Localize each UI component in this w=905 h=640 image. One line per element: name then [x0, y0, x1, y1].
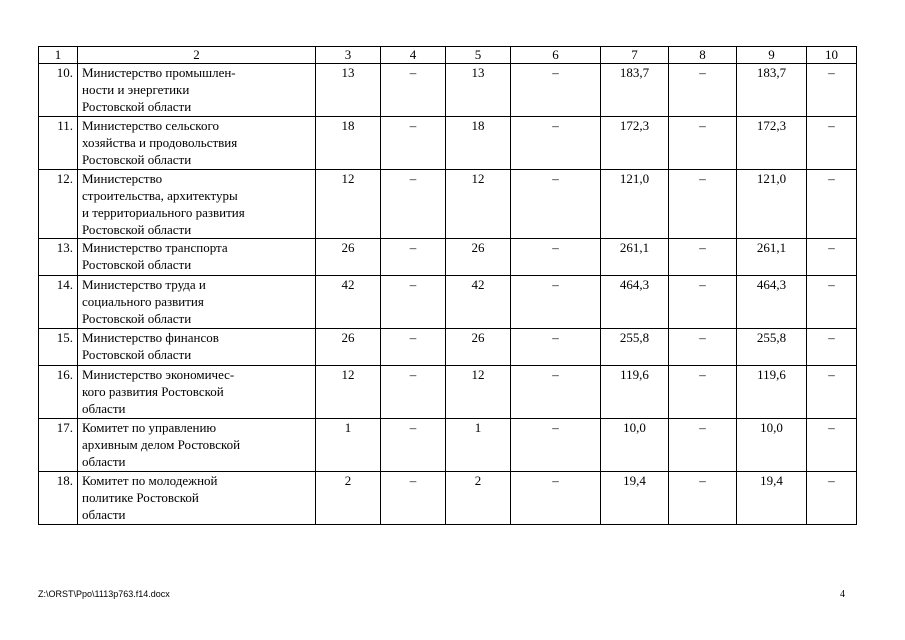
value-cell: 1: [316, 419, 381, 472]
value-cell: –: [669, 239, 737, 276]
value-cell: 2: [446, 472, 511, 525]
header-cell: 2: [78, 47, 316, 64]
table-row: [39, 366, 857, 419]
row-number-cell: 15.: [39, 329, 78, 366]
header-cell: 3: [316, 47, 381, 64]
value-cell: 18: [446, 117, 511, 170]
value-cell: –: [381, 419, 446, 472]
value-cell: 10,0: [601, 419, 669, 472]
value-cell: –: [511, 419, 601, 472]
value-cell: –: [669, 472, 737, 525]
organization-name-cell: Комитет по управлению архивным делом Ростовской области: [78, 419, 316, 472]
value-cell: 26: [446, 329, 511, 366]
value-cell: –: [669, 276, 737, 329]
value-cell: 119,6: [601, 366, 669, 419]
value-cell: 26: [316, 329, 381, 366]
header-cell: 9: [737, 47, 807, 64]
header-cell: 4: [381, 47, 446, 64]
value-cell: 19,4: [601, 472, 669, 525]
value-cell: –: [381, 329, 446, 366]
row-number-cell: 11.: [39, 117, 78, 170]
value-cell: 13: [446, 64, 511, 117]
value-cell: –: [669, 117, 737, 170]
value-cell: 183,7: [601, 64, 669, 117]
header-cell: 5: [446, 47, 511, 64]
value-cell: 183,7: [737, 64, 807, 117]
row-number-cell: 12.: [39, 170, 78, 239]
organization-name-cell: Министерство сельского хозяйства и продовольствия Ростовской области: [78, 117, 316, 170]
value-cell: 121,0: [737, 170, 807, 239]
value-cell: –: [511, 366, 601, 419]
budget-table: [38, 46, 857, 525]
value-cell: 1: [446, 419, 511, 472]
value-cell: 42: [446, 276, 511, 329]
header-cell: 7: [601, 47, 669, 64]
row-number-cell: 13.: [39, 239, 78, 276]
header-cell: 6: [511, 47, 601, 64]
value-cell: –: [807, 276, 857, 329]
organization-name-cell: Министерство строительства, архитектуры и территориального развития Ростовской области: [78, 170, 316, 239]
value-cell: 121,0: [601, 170, 669, 239]
value-cell: –: [381, 276, 446, 329]
value-cell: 42: [316, 276, 381, 329]
value-cell: –: [381, 170, 446, 239]
value-cell: 19,4: [737, 472, 807, 525]
value-cell: –: [511, 329, 601, 366]
value-cell: –: [669, 329, 737, 366]
value-cell: –: [807, 366, 857, 419]
row-number-cell: 16.: [39, 366, 78, 419]
value-cell: 12: [446, 366, 511, 419]
value-cell: 12: [316, 170, 381, 239]
value-cell: 464,3: [601, 276, 669, 329]
table-row: [39, 117, 857, 170]
value-cell: 464,3: [737, 276, 807, 329]
value-cell: –: [511, 472, 601, 525]
value-cell: –: [511, 276, 601, 329]
value-cell: 261,1: [601, 239, 669, 276]
row-number-cell: 14.: [39, 276, 78, 329]
value-cell: 12: [446, 170, 511, 239]
value-cell: –: [511, 239, 601, 276]
value-cell: –: [511, 170, 601, 239]
header-cell: 1: [39, 47, 78, 64]
value-cell: 255,8: [601, 329, 669, 366]
organization-name-cell: Министерство труда и социального развития Ростовской области: [78, 276, 316, 329]
value-cell: 26: [316, 239, 381, 276]
value-cell: –: [381, 472, 446, 525]
table-row: [39, 419, 857, 472]
row-number-cell: 17.: [39, 419, 78, 472]
value-cell: –: [669, 170, 737, 239]
header-cell: 8: [669, 47, 737, 64]
value-cell: 119,6: [737, 366, 807, 419]
value-cell: 172,3: [737, 117, 807, 170]
page-number: 4: [840, 589, 845, 600]
table-row: [39, 276, 857, 329]
value-cell: –: [807, 329, 857, 366]
value-cell: –: [807, 64, 857, 117]
value-cell: –: [511, 64, 601, 117]
table-row: [39, 329, 857, 366]
value-cell: –: [669, 64, 737, 117]
organization-name-cell: Министерство финансов Ростовской области: [78, 329, 316, 366]
value-cell: –: [807, 419, 857, 472]
value-cell: 255,8: [737, 329, 807, 366]
organization-name-cell: Министерство промышлен- ности и энергетики Ростовской области: [78, 64, 316, 117]
value-cell: 12: [316, 366, 381, 419]
organization-name-cell: Министерство экономичес- кого развития Ростовской области: [78, 366, 316, 419]
value-cell: –: [807, 170, 857, 239]
row-number-cell: 18.: [39, 472, 78, 525]
value-cell: –: [381, 64, 446, 117]
table-header-row: [39, 47, 857, 64]
organization-name-cell: Министерство транспорта Ростовской области: [78, 239, 316, 276]
value-cell: 13: [316, 64, 381, 117]
value-cell: 261,1: [737, 239, 807, 276]
value-cell: 10,0: [737, 419, 807, 472]
file-path: Z:\ORST\Ppo\1113p763.f14.docx: [38, 589, 170, 599]
value-cell: 18: [316, 117, 381, 170]
value-cell: –: [381, 117, 446, 170]
value-cell: 172,3: [601, 117, 669, 170]
row-number-cell: 10.: [39, 64, 78, 117]
value-cell: –: [381, 239, 446, 276]
table-row: [39, 170, 857, 239]
value-cell: 2: [316, 472, 381, 525]
header-cell: 10: [807, 47, 857, 64]
value-cell: –: [511, 117, 601, 170]
organization-name-cell: Комитет по молодежной политике Ростовской области: [78, 472, 316, 525]
value-cell: –: [381, 366, 446, 419]
table-row: [39, 64, 857, 117]
value-cell: 26: [446, 239, 511, 276]
value-cell: –: [807, 117, 857, 170]
value-cell: –: [807, 239, 857, 276]
value-cell: –: [669, 419, 737, 472]
value-cell: –: [807, 472, 857, 525]
table-row: [39, 239, 857, 276]
value-cell: –: [669, 366, 737, 419]
table-row: [39, 472, 857, 525]
